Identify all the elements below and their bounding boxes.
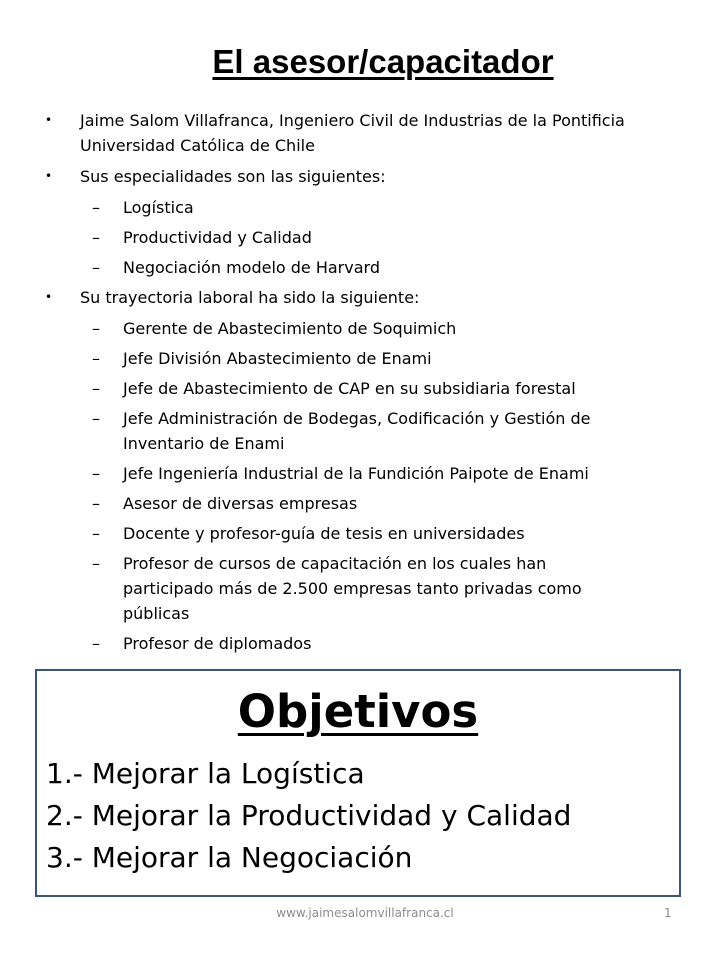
list-item-career — [0, 461, 633, 486]
list-item-career — [0, 521, 633, 546]
career-text: Jefe de Abastecimiento de CAP en su subsidiaria forestal — [123, 379, 576, 398]
page-number: 1 — [664, 906, 672, 920]
career-text: Docente y profesor-guía de tesis en universidades — [123, 524, 525, 543]
list-item-career — [0, 551, 633, 626]
objectives-title: Objetivos — [237, 685, 479, 738]
specialties-heading: Sus especialidades son las siguientes: — [80, 167, 386, 186]
intro-text: Jaime Salom Villafranca, Ingeniero Civil de Industrias de la Pontificia Universidad Católica de Chile — [80, 111, 625, 155]
objective-item: 3.- Mejorar la Negociación — [46, 841, 413, 874]
list-item-specialty — [0, 255, 633, 280]
objective-item: 1.- Mejorar la Logística — [46, 757, 365, 790]
dash-icon: – — [92, 524, 100, 543]
career-text: Jefe Administración de Bodegas, Codificación y Gestión de Inventario de Enami — [123, 409, 591, 453]
page-title: El asesor/capacitador — [212, 43, 554, 80]
list-item-specialty — [0, 195, 633, 220]
career-text: Gerente de Abastecimiento de Soquimich — [123, 319, 457, 338]
career-text: Jefe División Abastecimiento de Enami — [123, 349, 432, 368]
footer-url: www.jaimesalomvillafranca.cl — [276, 906, 454, 920]
list-item-specialties-heading — [0, 164, 670, 189]
list-item-career — [0, 631, 633, 656]
career-text: Jefe Ingeniería Industrial de la Fundición Paipote de Enami — [123, 464, 589, 483]
objective-item: 2.- Mejorar la Productividad y Calidad — [46, 799, 572, 832]
list-item-career-heading — [0, 285, 670, 310]
dash-icon: – — [92, 409, 100, 428]
list-item-career — [0, 491, 633, 516]
dash-icon: – — [92, 258, 100, 277]
specialty-text: Productividad y Calidad — [123, 228, 312, 247]
list-item-intro — [0, 108, 670, 158]
career-text: Profesor de cursos de capacitación en los cuales han participado más de 2.500 empresas tanto privadas como públicas — [123, 554, 582, 623]
list-item-career — [0, 376, 633, 401]
dash-icon: – — [92, 634, 100, 653]
dash-icon: – — [92, 379, 100, 398]
specialty-text: Logística — [123, 198, 194, 217]
list-item-career — [0, 406, 633, 456]
dash-icon: – — [92, 228, 100, 247]
bullet-icon: • — [45, 290, 53, 304]
specialty-text: Negociación modelo de Harvard — [123, 258, 380, 277]
bullet-icon: • — [45, 113, 53, 127]
career-text: Profesor de diplomados — [123, 634, 312, 653]
dash-icon: – — [92, 464, 100, 483]
list-item-career — [0, 316, 633, 341]
dash-icon: – — [92, 494, 100, 513]
list-item-specialty — [0, 225, 633, 250]
bullet-icon: • — [45, 169, 53, 183]
dash-icon: – — [92, 319, 100, 338]
list-item-career — [0, 346, 633, 371]
career-text: Asesor de diversas empresas — [123, 494, 358, 513]
dash-icon: – — [92, 198, 100, 217]
bio-list — [0, 108, 720, 661]
dash-icon: – — [92, 349, 100, 368]
dash-icon: – — [92, 554, 100, 573]
objectives-box — [35, 669, 681, 897]
objectives-list — [46, 753, 571, 879]
career-heading: Su trayectoria laboral ha sido la siguiente: — [80, 288, 420, 307]
